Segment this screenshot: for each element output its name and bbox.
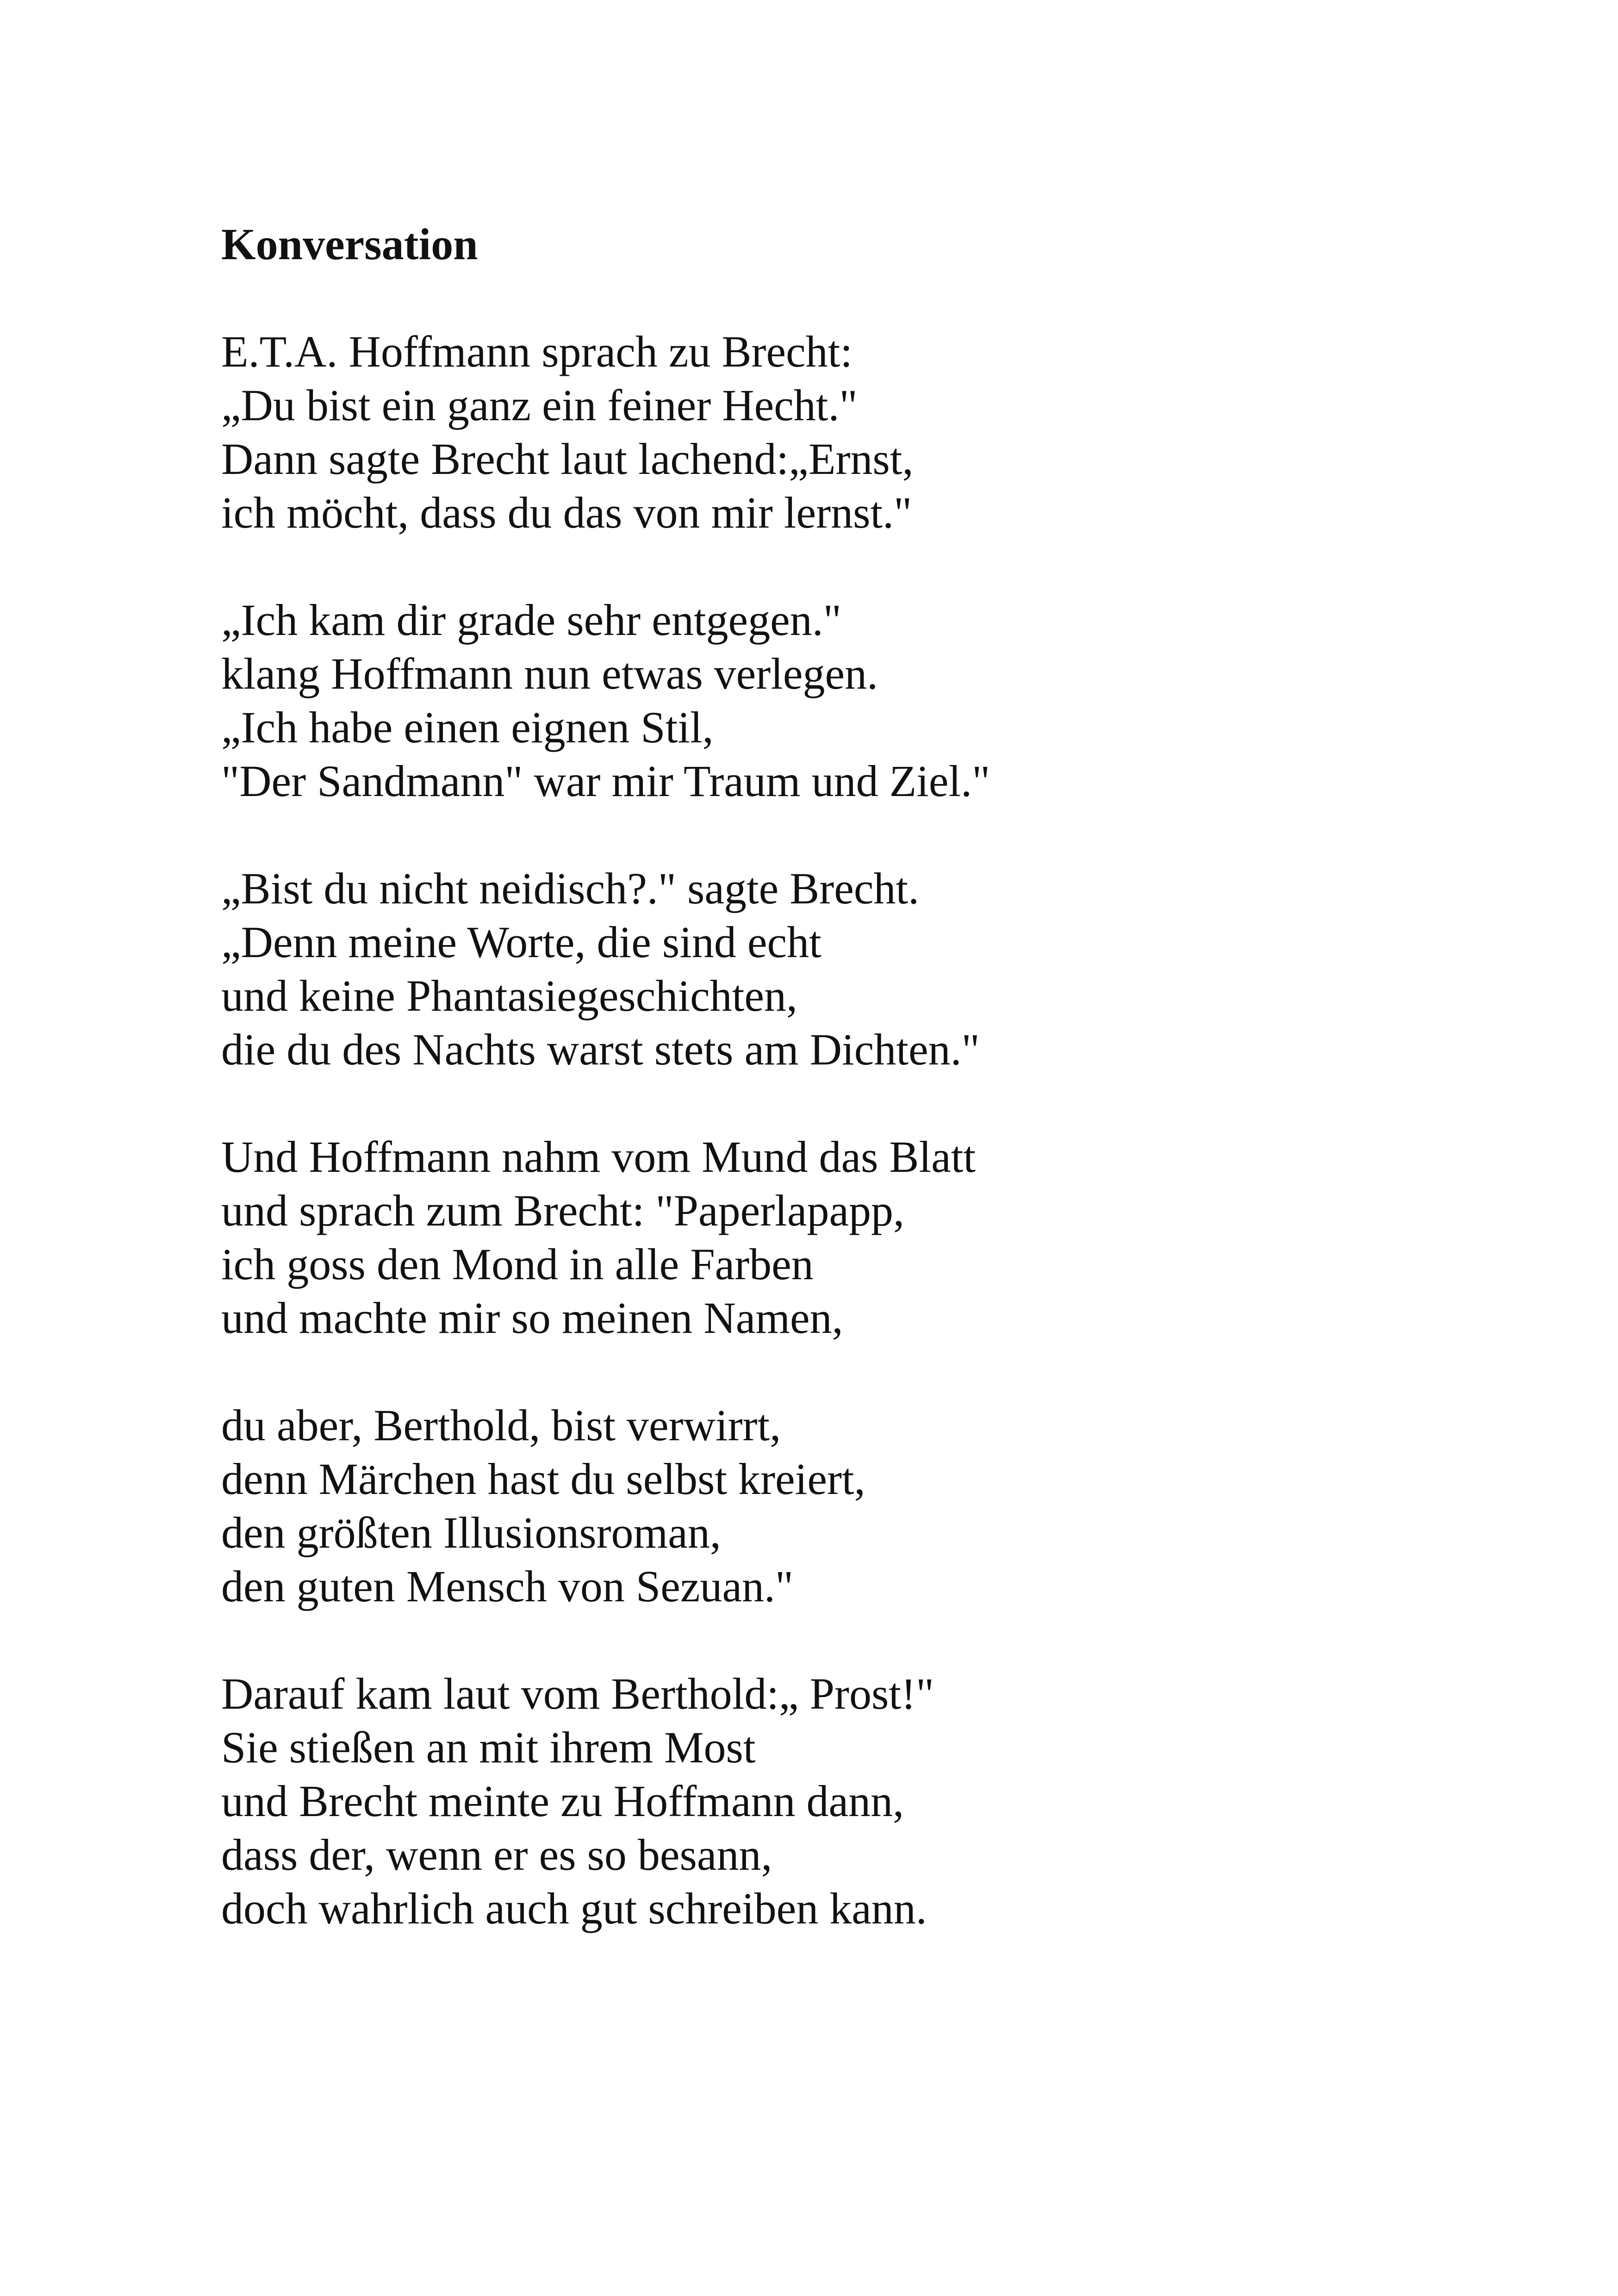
stanza-5 <box>221 1399 1425 1613</box>
poem-line: „Du bist ein ganz ein feiner Hecht." <box>221 380 858 430</box>
poem-line: „Denn meine Worte, die sind echt <box>221 917 821 967</box>
stanza-3 <box>221 862 1425 1076</box>
poem-line: ich goss den Mond in alle Farben <box>221 1239 814 1289</box>
poem-line: „Ich habe einen eignen Stil, <box>221 703 714 752</box>
poem-line: „Bist du nicht neidisch?." sagte Brecht. <box>221 864 920 913</box>
poem-line: „Ich kam dir grade sehr entgegen." <box>221 595 841 645</box>
poem-line: denn Märchen hast du selbst kreiert, <box>221 1454 865 1504</box>
poem-line: "Der Sandmann" war mir Traum und Ziel." <box>221 756 990 806</box>
poem-line: und Brecht meinte zu Hoffmann dann, <box>221 1776 904 1826</box>
poem-line: Sie stießen an mit ihrem Most <box>221 1723 756 1772</box>
poem <box>221 218 1425 1989</box>
stanza-6 <box>221 1667 1425 1935</box>
poem-title: Konversation <box>221 219 478 269</box>
stanza-1 <box>221 325 1425 540</box>
poem-line: doch wahrlich auch gut schreiben kann. <box>221 1884 927 1933</box>
poem-line: Darauf kam laut vom Berthold:„ Prost!" <box>221 1669 934 1718</box>
poem-line: die du des Nachts warst stets am Dichten." <box>221 1025 980 1074</box>
poem-line: klang Hoffmann nun etwas verlegen. <box>221 649 878 698</box>
poem-line: und sprach zum Brecht: "Paperlapapp, <box>221 1186 905 1235</box>
poem-line: dass der, wenn er es so besann, <box>221 1830 772 1879</box>
poem-line: du aber, Berthold, bist verwirrt, <box>221 1400 781 1450</box>
poem-line: und machte mir so meinen Namen, <box>221 1293 843 1343</box>
poem-line: den größten Illusionsroman, <box>221 1508 721 1557</box>
poem-line: den guten Mensch von Sezuan." <box>221 1562 794 1611</box>
poem-line: und keine Phantasiegeschichten, <box>221 971 797 1020</box>
stanza-2 <box>221 593 1425 808</box>
poem-line: Und Hoffmann nahm vom Mund das Blatt <box>221 1132 976 1182</box>
poem-line: E.T.A. Hoffmann sprach zu Brecht: <box>221 327 853 376</box>
poem-line: ich möcht, dass du das von mir lernst." <box>221 488 912 537</box>
poem-line: Dann sagte Brecht laut lachend:„Ernst, <box>221 434 914 484</box>
stanza-4 <box>221 1130 1425 1345</box>
